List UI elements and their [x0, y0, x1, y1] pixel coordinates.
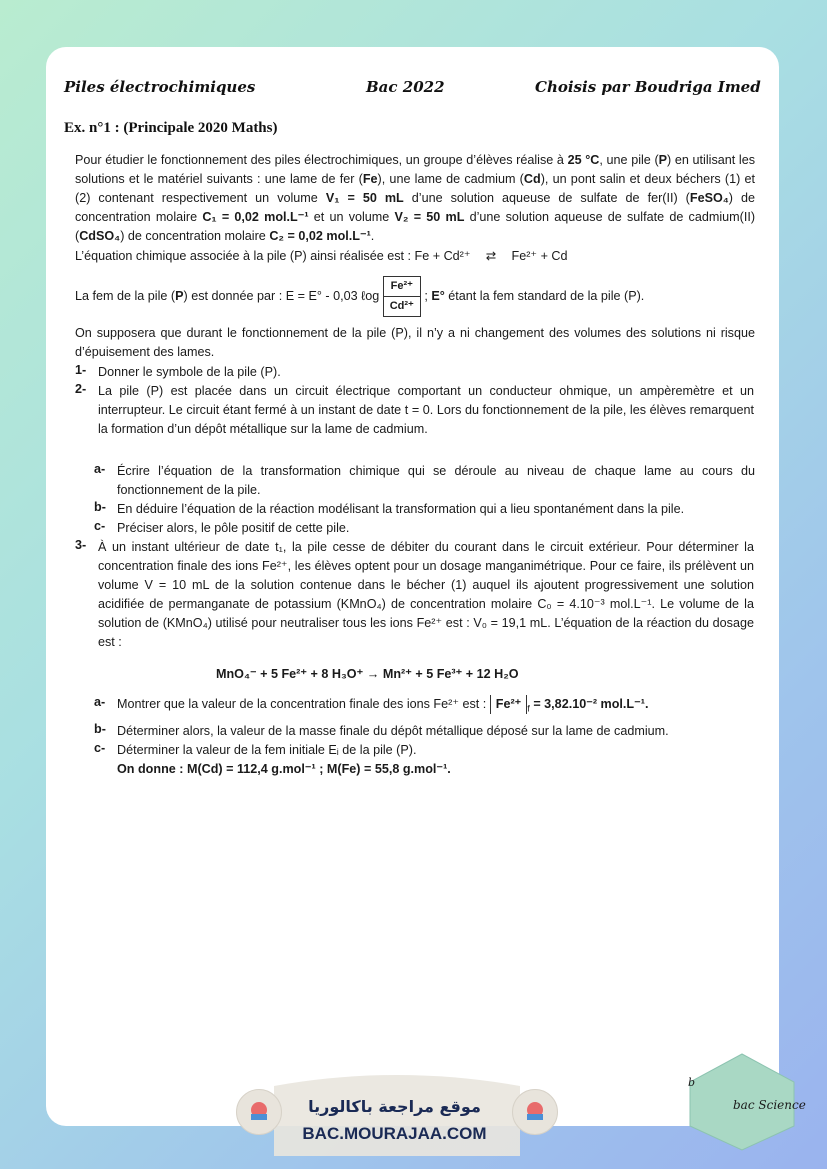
question-2-number: 2- — [75, 382, 87, 396]
question-2c-text: Préciser alors, le pôle positif de cette pile. — [117, 521, 350, 535]
intro-paragraph: Pour étudier le fonctionnement des piles électrochimiques, un groupe d’élèves réalise à 25 °C, une pile (P) en utilisant les solutions et le matériel suivants : une lame de fer (Fe), une lame de cadmium (Cd), un pont salin et deux béchers (1) et (2) contenant respectivement un volume V₁ = 50 mL d’une solution aqueuse de sulfate de fer(II) (FeSO₄) de concentration molaire C₁ = 0,02 mol.L⁻¹ et un volume V₂ = 50 mL d’une solution aqueuse de sulfate de cadmium(II) (CdSO₄) de concentration molaire C₂ = 0,02 mol.L⁻¹. — [75, 153, 756, 243]
question-3b-label: b- — [94, 722, 106, 736]
right-badge-icon — [512, 1089, 558, 1135]
logo-b-letter: b — [688, 1076, 696, 1089]
question-3-number: 3- — [75, 538, 87, 552]
header-author: Choisis par Boudriga Imed — [535, 78, 761, 96]
question-3c-text: Déterminer la valeur de la fem initiale Eᵢ de la pile (P). — [117, 743, 417, 757]
question-2c-label: c- — [94, 519, 106, 533]
concentration-ratio: $\frac{\text{Fe²⁺}}{\text{Cd²⁺}}$ — [383, 276, 421, 317]
titration-reaction: MnO₄⁻ + 5 Fe²⁺ + 8 H₃O⁺ → Mn²⁺ + 5 Fe³⁺ + 12 H₂O — [216, 667, 519, 681]
header-year: Bac 2022 — [366, 78, 445, 96]
question-3a-label: a- — [94, 695, 106, 709]
question-1-text: Donner le symbole de la pile (P). — [98, 365, 281, 379]
question-3a-text: Montrer que la valeur de la concentration finale des ions Fe²⁺ est : Fe²⁺ $_f$ = 3,82.10⁻² mol.L⁻¹. — [117, 697, 649, 714]
footer-site-link[interactable]: BAC.MOURAJAA.COM — [302, 1124, 487, 1143]
question-2b-text: En déduire l’équation de la réaction modélisant la transformation qui a lieu spontanément dans la pile. — [117, 502, 685, 516]
question-3c-label: c- — [94, 741, 106, 755]
question-2b-label: b- — [94, 500, 106, 514]
exercise-title: Ex. n°1 : (Principale 2020 Maths) — [64, 120, 278, 136]
emf-formula: La fem de la pile (P) est donnée par : E = E° - 0,03 ℓog $\frac{\text{Fe²⁺}}{\text{Cd²⁺}}$ ; E° étant la fem standard de la pile (P). — [75, 276, 755, 317]
question-3-text: À un instant ultérieur de date t₁, la pile cesse de débiter du courant dans le circuit extérieur. Pour déterminer la concentration finale des ions Fe²⁺, les élèves optent pour un dosage manganimétrique. Pour ce faire, ils prélèvent un volume V = 10 mL de la solution contenue dans le bécher (1) auquel ils ajoutent progressivement une solution acidifiée de permanganate de potassium (KMnO₄) de concentration molaire C₀ = 4.10⁻³ mol.L⁻¹. Le volume de la solution de (KMnO₄) utilisé pour neutraliser tous les ions Fe²⁺ est : V₀ = 19,1 mL. L’équation de la réaction du dosage est : — [98, 540, 754, 649]
question-2a-text: Écrire l’équation de la transformation chimique qui se déroule au niveau de chaque lame au cours du fonctionnement de la pile. — [117, 464, 755, 497]
footer-arabic-title: موقع مراجعة باكالوريا — [308, 1097, 481, 1116]
logo-text: bac Science — [733, 1098, 806, 1112]
cell-equation: L’équation chimique associée à la pile (P) ainsi réalisée est : Fe + Cd²⁺ ⇄ Fe²⁺ + Cd — [75, 249, 568, 263]
question-2a-label: a- — [94, 462, 106, 476]
given-molar-masses: On donne : M(Cd) = 112,4 g.mol⁻¹ ; M(Fe) = 55,8 g.mol⁻¹. — [117, 762, 451, 776]
question-3b-text: Déterminer alors, la valeur de la masse finale du dépôt métallique déposé sur la lame de cadmium. — [117, 724, 669, 738]
header-topic: Piles électrochimiques — [64, 78, 256, 96]
left-badge-icon — [236, 1089, 282, 1135]
question-2-text: La pile (P) est placée dans un circuit électrique comportant un conducteur ohmique, un ampèremètre et un interrupteur. Le circuit étant fermé à un instant de date t = 0. Lors du fonctionnement de la pile, les élèves remarquent la formation d’un dépôt métallique sur la lame de cadmium. — [98, 384, 754, 436]
assumption-paragraph: On supposera que durant le fonctionnement de la pile (P), il n’y a ni changement des volumes des solutions ni risque d’épuisement des lames. — [75, 326, 755, 359]
question-1-number: 1- — [75, 363, 87, 377]
